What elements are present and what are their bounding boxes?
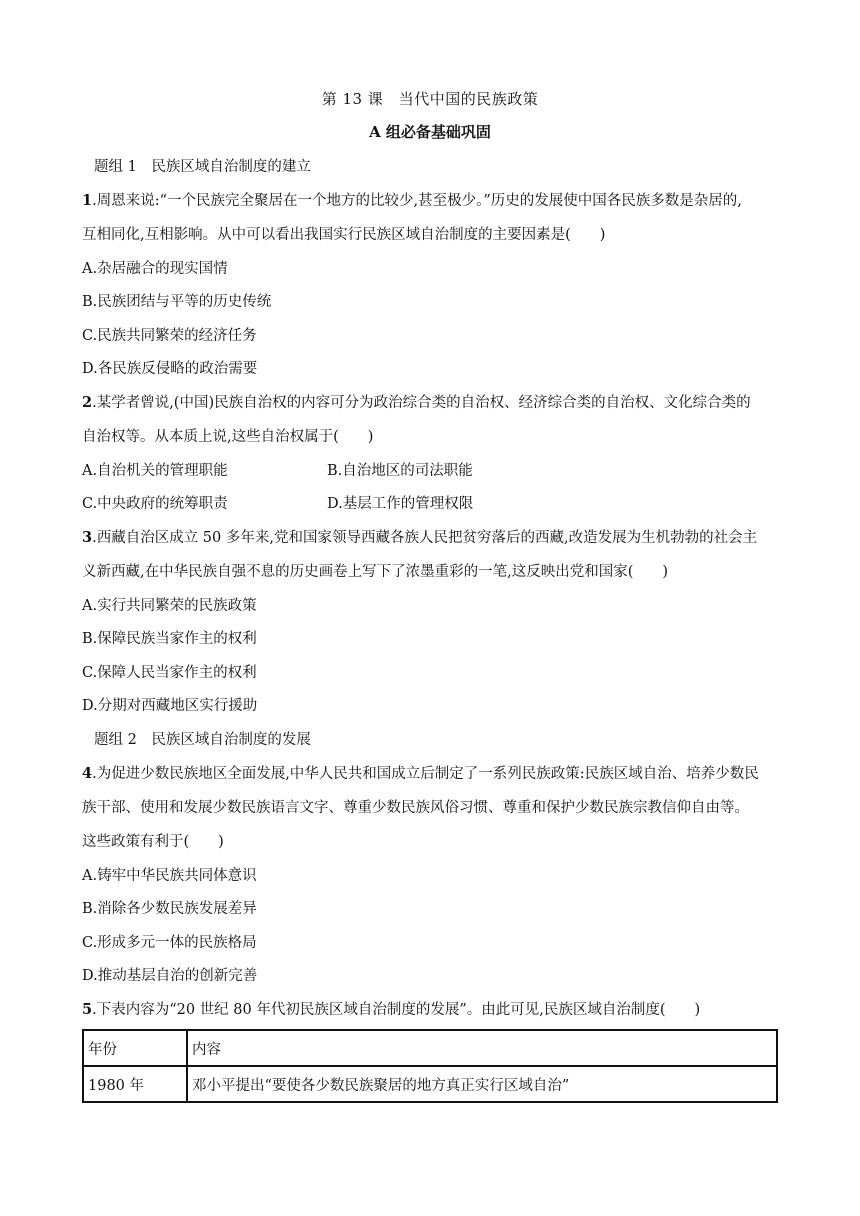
question-3-option-b: B.保障民族当家作主的权利 — [82, 631, 257, 647]
question-3-line-1 — [82, 528, 757, 548]
question-number: 5 — [82, 1001, 93, 1018]
table-header-cell: 内容 — [187, 1030, 777, 1066]
question-3-option-d: D.分期对西藏地区实行援助 — [82, 698, 258, 714]
question-group-heading: 题组 2 民族区域自治制度的发展 — [94, 732, 311, 748]
table-cell: 1980 年 — [83, 1066, 187, 1102]
table-header-cell: 年份 — [83, 1030, 187, 1066]
question-3-option-c: C.保障人民当家作主的权利 — [82, 665, 257, 681]
question-1-option-d: D.各民族反侵略的政治需要 — [82, 361, 258, 377]
question-5-line-1 — [82, 1000, 700, 1020]
question-4-option-a: A.铸牢中华民族共同体意识 — [82, 868, 257, 884]
question-1-line-1 — [82, 191, 742, 211]
section-heading: A 组必备基础巩固 — [369, 123, 491, 141]
question-4-option-d: D.推动基层自治的创新完善 — [82, 968, 258, 984]
question-4-option-c: C.形成多元一体的民族格局 — [82, 935, 257, 951]
question-group-heading: 题组 1 民族区域自治制度的建立 — [94, 159, 311, 175]
question-2-option-d: D.基层工作的管理权限 — [327, 496, 474, 512]
table-header-row — [83, 1030, 777, 1066]
question-1-option-b: B.民族团结与平等的历史传统 — [82, 294, 272, 310]
table-cell: 邓小平提出“要使各少数民族聚居的地方真正实行区域自治” — [187, 1066, 777, 1102]
question-text: .周恩来说:“一个民族完全聚居在一个地方的比较少,甚至极少。”历史的发展使中国各民族多数是杂居的, — [92, 193, 742, 209]
question-text: .下表内容为“20 世纪 80 年代初民族区域自治制度的发展”。由此可见,民族区域自治制度( ) — [92, 1002, 701, 1018]
question-1-option-a: A.杂居融合的现实国情 — [82, 261, 228, 277]
question-number: 4 — [82, 765, 93, 782]
question-number: 2 — [82, 394, 93, 411]
question-2-line-1 — [82, 393, 751, 413]
question-4-line-2: 族干部、使用和发展少数民族语言文字、尊重少数民族风俗习惯、尊重和保护少数民族宗教信仰自由等。 — [82, 800, 749, 816]
table-row — [83, 1066, 777, 1102]
question-2-option-b: B.自治地区的司法职能 — [327, 463, 473, 479]
question-2-option-a: A.自治机关的管理职能 — [82, 463, 228, 479]
question-text: .西藏自治区成立 50 多年来,党和国家领导西藏各族人民把贫穷落后的西藏,改造发展为生机勃勃的社会主 — [92, 530, 758, 546]
question-2-line-2: 自治权等。从本质上说,这些自治权属于( ) — [82, 429, 374, 445]
question-4-line-3: 这些政策有利于( ) — [82, 834, 224, 850]
question-text: .为促进少数民族地区全面发展,中华人民共和国成立后制定了一系列民族政策:民族区域自治、培养少数民 — [92, 766, 759, 782]
question-2-option-c: C.中央政府的统筹职责 — [82, 496, 228, 512]
question-1-option-c: C.民族共同繁荣的经济任务 — [82, 328, 257, 344]
question-4-line-1 — [82, 764, 759, 784]
question-4-option-b: B.消除各少数民族发展差异 — [82, 901, 257, 917]
data-table — [82, 1029, 778, 1103]
lesson-title: 第 13 课 当代中国的民族政策 — [321, 90, 539, 108]
question-3-option-a: A.实行共同繁荣的民族政策 — [82, 598, 257, 614]
question-number: 1 — [82, 192, 93, 209]
question-3-line-2: 义新西藏,在中华民族自强不息的历史画卷上写下了浓墨重彩的一笔,这反映出党和国家( ) — [82, 564, 669, 580]
question-text: .某学者曾说,(中国)民族自治权的内容可分为政治综合类的自治权、经济综合类的自治权、文化综合类的 — [92, 395, 751, 411]
question-number: 3 — [82, 529, 93, 546]
question-1-line-2: 互相同化,互相影响。从中可以看出我国实行民族区域自治制度的主要因素是( ) — [82, 227, 606, 243]
